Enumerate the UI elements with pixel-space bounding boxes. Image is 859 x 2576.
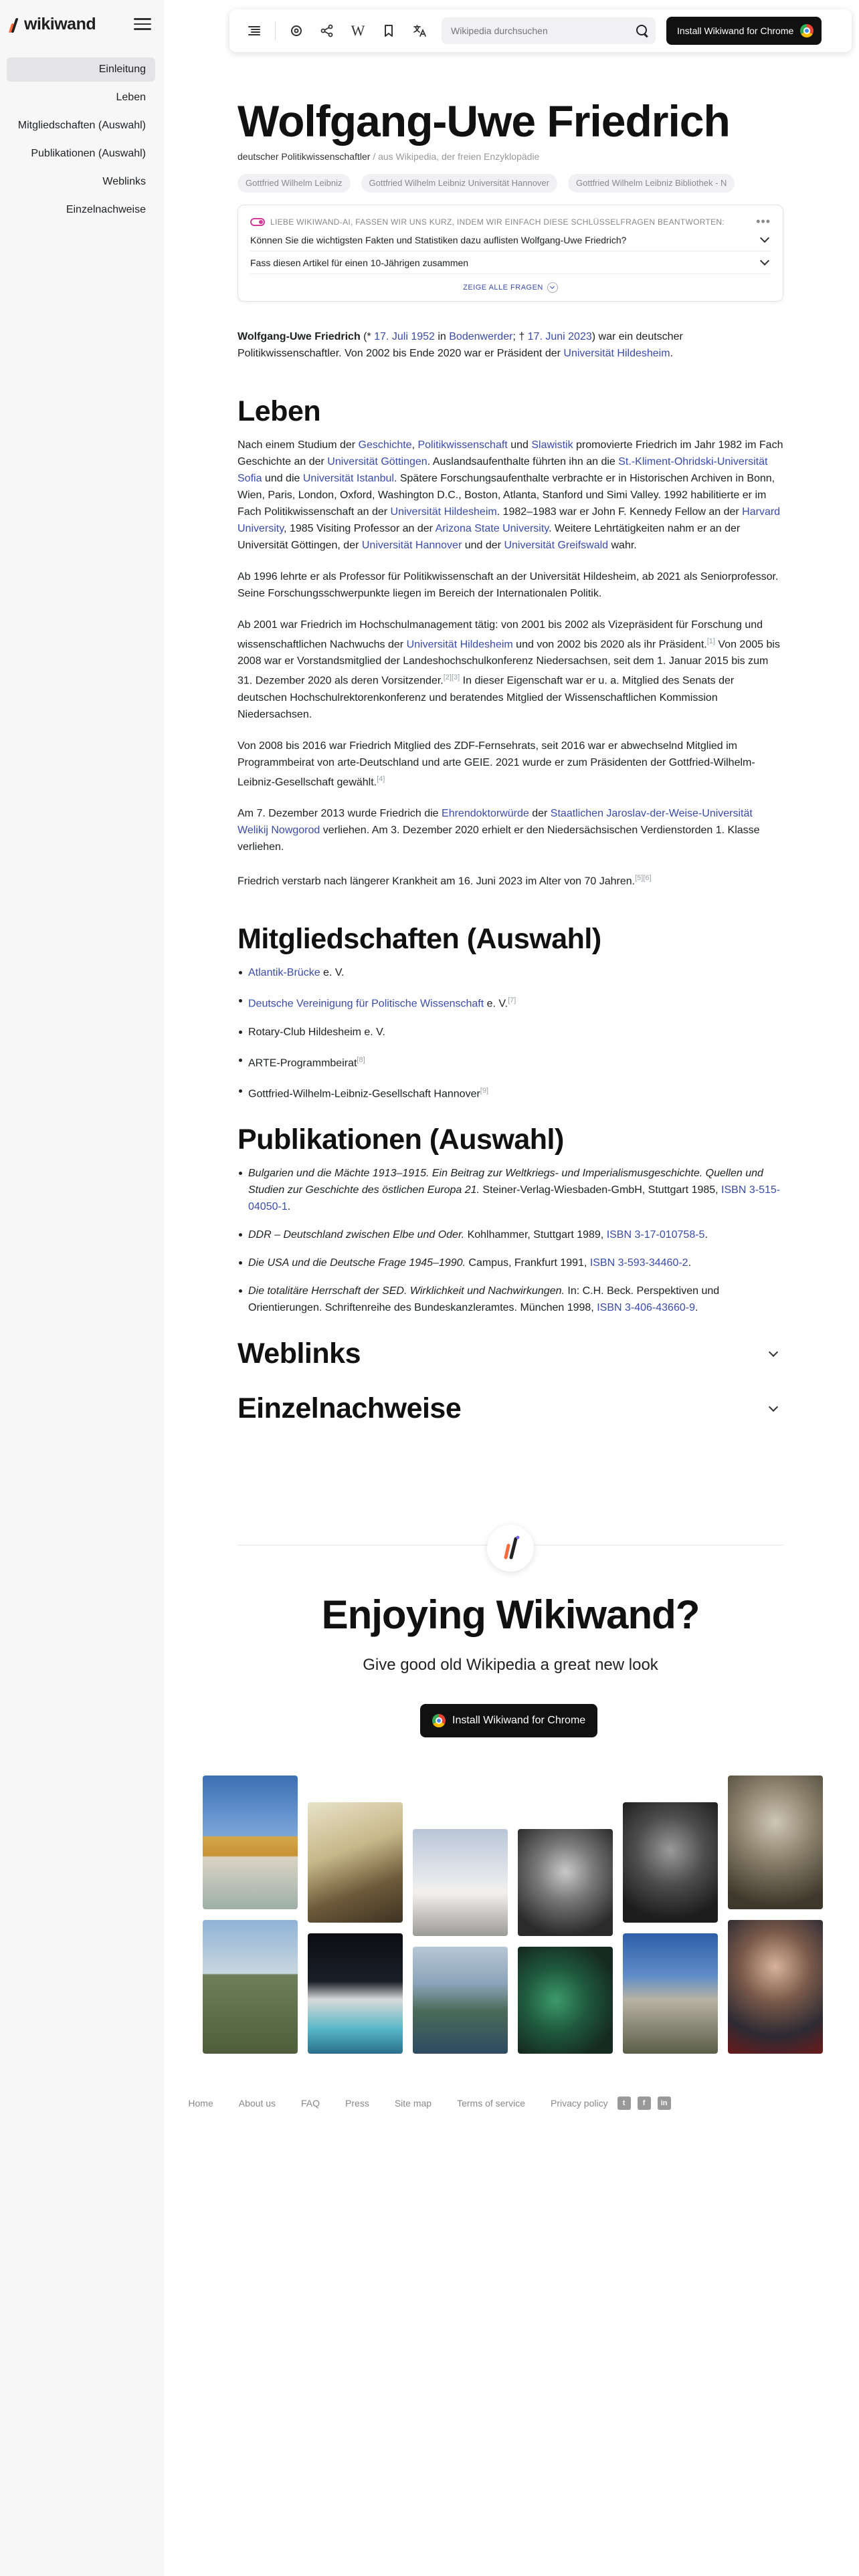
chevron-down-icon	[760, 233, 769, 243]
tag-chip[interactable]: Gottfried Wilhelm Leibniz Bibliothek - N	[568, 174, 735, 193]
publication-title: Die totalitäre Herrschaft der SED. Wirklichkeit und Nachwirkungen.	[248, 1285, 565, 1297]
coastline-photo[interactable]	[413, 1947, 508, 2054]
painting-photo[interactable]	[308, 1802, 403, 1923]
footer-link-press[interactable]: Press	[345, 2098, 369, 2109]
leben-paragraph	[237, 617, 783, 723]
list-item	[237, 992, 783, 1012]
chrome-icon	[800, 24, 814, 37]
promo-section	[237, 1525, 783, 1726]
text-run: Am 7. Dezember 2013 wurde Friedrich die	[237, 807, 442, 819]
photo-gallery	[203, 1776, 821, 2056]
text-run: e. V.	[320, 967, 345, 979]
inline-link[interactable]: Arizona State University	[435, 523, 549, 534]
brand-name: wikiwand	[24, 14, 96, 33]
footer-link-privacy[interactable]: Privacy policy	[551, 2098, 608, 2109]
footnote-ref[interactable]: [2][3]	[443, 673, 460, 682]
facebook-icon[interactable]: f	[638, 2097, 651, 2110]
text-run: Von 2005 bis 2008 war er Vorstandsmitglied der Landeshochschulkonferenz Niedersachsen, seit dem 1. Januar 2015 bis zum 31. Dezember 2020 als deren Vorsitzender.	[237, 639, 780, 687]
ai-questions-box	[237, 205, 783, 302]
section-heading-weblinks: Weblinks	[237, 1337, 361, 1370]
text-run: Kohlhammer, Stuttgart 1989,	[464, 1229, 607, 1241]
ai-header-text: LIEBE WIKIWAND-AI, FASSEN WIR UNS KURZ, INDEM WIR EINFACH DIESE SCHLÜSSELFRAGEN BEANTWORTEN:	[270, 217, 725, 227]
inline-link[interactable]: Deutsche Vereinigung für Politische Wissenschaft	[248, 998, 484, 1010]
text-run: . 1982–1983 war er John F. Kennedy Fellow an der	[496, 506, 743, 518]
inline-link[interactable]: ISBN 3-515-04050-1	[248, 1184, 781, 1213]
chevron-down-icon	[760, 256, 769, 265]
install-chrome-button[interactable]	[420, 1704, 597, 1737]
inline-link[interactable]: Politikwissenschaft	[417, 439, 508, 451]
chevron-down-icon	[769, 1402, 778, 1412]
mount-rushmore-photo[interactable]	[623, 1933, 718, 2054]
ai-question-text: Können Sie die wichtigsten Fakten und Statistiken dazu auflisten Wolfgang-Uwe Friedrich?	[250, 234, 627, 245]
inline-link[interactable]: Universität Istanbul	[302, 473, 394, 484]
list-item	[237, 1024, 783, 1041]
toc-item-publikationen[interactable]: Publikationen (Auswahl)	[31, 148, 146, 159]
ai-question[interactable]	[250, 251, 771, 274]
einstein-portrait-photo[interactable]	[728, 1776, 823, 1909]
inline-link[interactable]: ISBN 3-17-010758-5	[606, 1229, 705, 1241]
membership-list	[237, 964, 783, 1102]
intro-text: ) war ein deutscher Politikwissenschaftler. Von 2002 bis Ende 2020 war er Präsident der	[237, 331, 683, 359]
install-chrome-button[interactable]	[666, 17, 822, 45]
chevron-down-icon	[547, 282, 558, 293]
section-heading-mitgliedschaften: Mitgliedschaften (Auswahl)	[237, 923, 601, 956]
inline-link[interactable]: Harvard University	[237, 506, 781, 534]
text-run: und die	[262, 473, 303, 484]
text-run: Nach einem Studium der	[237, 439, 359, 451]
toc-item-weblinks[interactable]: Weblinks	[102, 176, 146, 187]
text-run: promovierte Friedrich im Jahr 1982 im Fach Geschichte an der	[237, 439, 783, 467]
ai-questions-header	[250, 215, 771, 229]
show-all-label: ZEIGE ALLE FRAGEN	[463, 284, 543, 292]
inline-link[interactable]: ISBN 3-406-43660-9	[597, 1302, 695, 1314]
portrait-bw-photo[interactable]	[518, 1829, 613, 1936]
footnote-ref[interactable]: [7]	[508, 996, 516, 1005]
reagan-portrait-photo[interactable]	[728, 1920, 823, 2054]
text-run: In: C.H. Beck. Perspektiven und Orientierungen. Schriftenreihe des Bundeskanzleramtes. München 1998,	[248, 1285, 720, 1314]
promo-title: Enjoying Wikiwand?	[321, 1592, 700, 1637]
birth-date-link[interactable]: 17. Juli 1952	[374, 331, 435, 342]
section-heading-einzelnachweise: Einzelnachweise	[237, 1392, 462, 1425]
wikiwand-logo[interactable]	[9, 12, 96, 36]
intro-text: .	[670, 348, 674, 359]
translate-icon[interactable]	[404, 15, 435, 46]
text-run: Ab 1996 lehrte er als Professor für Politikwissenschaft an der Universität Hildesheim, ab 2021 als Seniorprofessor. Seine Forschungsschwerpunkte liegen im Bereich der Internationalen Politik.	[237, 571, 779, 599]
death-date-link[interactable]: 17. Juni 2023	[527, 331, 592, 342]
text-run: , 1985 Visiting Professor an der	[284, 523, 436, 534]
list-item	[237, 1165, 783, 1215]
text-run: Ab 2001 war Friedrich im Hochschulmanagement tätig: von 2001 bis 2002 als Vizepräsident für Forschung und wissenschaftlichen Nachwuchs der	[237, 619, 763, 651]
show-all-questions-button[interactable]	[250, 282, 771, 293]
hamburger-menu-icon[interactable]	[134, 15, 151, 32]
inline-link[interactable]: Slawistik	[531, 439, 573, 451]
social-links	[617, 2097, 671, 2110]
text-run: . Spätere Forschungsaufenthalte verbrachte er in Historischen Archiven in Bonn, Wien, Paris, London, Oxford, Washington D.C., Boston, Atlanta, Stanford und Simi Valley. 1992 habilitierte er im Fach Politikwissenschaft an der	[237, 473, 775, 518]
leben-paragraph	[237, 870, 783, 889]
footer-link-terms[interactable]: Terms of service	[457, 2098, 525, 2109]
text-run: und	[507, 439, 532, 451]
text-run: Gottfried-Wilhelm-Leibniz-Gesellschaft Hannover	[248, 1088, 480, 1100]
section-einzelnachweise[interactable]	[237, 1390, 783, 1427]
mlk-portrait-photo[interactable]	[623, 1802, 718, 1923]
sidebar	[0, 0, 164, 2576]
text-run: und von 2002 bis 2020 als ihr Präsident.	[512, 639, 707, 651]
ai-icon	[250, 218, 265, 226]
text-run: verliehen. Am 3. Dezember 2020 erhielt er den Niedersächsischen Verdienstorden 1. Klasse verliehen.	[237, 824, 760, 853]
footer-link-sitemap[interactable]: Site map	[394, 2098, 432, 2109]
list-item	[237, 1283, 783, 1316]
inline-link[interactable]: Universität Hildesheim	[390, 506, 497, 518]
leben-paragraph	[237, 805, 783, 855]
wikipedia-icon[interactable]: W	[351, 22, 365, 39]
footer-link-about[interactable]: About us	[238, 2098, 276, 2109]
chrome-icon	[432, 1714, 446, 1727]
list-item	[237, 1226, 783, 1243]
settings-icon[interactable]	[281, 15, 312, 46]
install-label: Install Wikiwand for Chrome	[452, 1715, 586, 1726]
search-icon[interactable]	[636, 24, 649, 37]
text-run: Campus, Frankfurt 1991,	[465, 1257, 590, 1269]
intro-name: Wolfgang-Uwe Friedrich	[237, 331, 361, 342]
taj-mahal-photo[interactable]	[413, 1829, 508, 1936]
linkedin-icon[interactable]: in	[658, 2097, 671, 2110]
intro-text: ; †	[512, 331, 528, 342]
inline-link[interactable]: Universität Greifswald	[504, 540, 609, 551]
astronaut-photo[interactable]	[308, 1933, 403, 2054]
footnote-ref[interactable]: [8]	[357, 1055, 365, 1064]
tag-chip[interactable]: Gottfried Wilhelm Leibniz	[237, 174, 351, 193]
text-run: Steiner-Verlag-Wiesbaden-GmbH, Stuttgart 1985,	[479, 1184, 722, 1196]
inline-link[interactable]: St.-Kliment-Ohridski-Universität Sofia	[237, 456, 768, 484]
inline-link[interactable]: ISBN 3-593-34460-2	[589, 1257, 688, 1269]
text-run: .	[287, 1201, 291, 1213]
text-run: . Weitere Lehrtätigkeiten nahm er an der Universität Göttingen, der	[237, 523, 741, 551]
text-run: .	[704, 1229, 708, 1241]
text-run: Friedrich verstarb nach längerer Krankheit am 16. Juni 2023 im Alter von 70 Jahren.	[237, 875, 636, 887]
page-subtitle: deutscher Politikwissenschaftler / aus Wikipedia, der freien Enzyklopädie	[237, 151, 540, 162]
search-input[interactable]	[451, 25, 636, 36]
text-run: ARTE-Programmbeirat	[248, 1057, 357, 1069]
footnote-ref[interactable]: [1]	[706, 637, 715, 645]
source-note: aus Wikipedia, der freien Enzyklopädie	[378, 151, 540, 162]
toolbar-divider	[275, 21, 276, 40]
footnote-ref[interactable]: [9]	[480, 1086, 489, 1095]
text-run: und der	[462, 540, 504, 551]
inline-link[interactable]: Universität Hildesheim	[406, 639, 513, 651]
chevron-down-icon	[769, 1348, 778, 1357]
text-run: .	[688, 1257, 692, 1269]
toc-item-mitgliedschaften[interactable]: Mitgliedschaften (Auswahl)	[17, 120, 146, 131]
wikiwand-logo-icon	[9, 14, 19, 34]
list-item	[237, 1083, 783, 1102]
tag-chip[interactable]: Gottfried Wilhelm Leibniz Universität Hannover	[361, 174, 558, 193]
university-link[interactable]: Universität Hildesheim	[563, 348, 670, 359]
section-heading-publikationen: Publikationen (Auswahl)	[237, 1123, 564, 1156]
inline-link[interactable]: Atlantik-Brücke	[248, 967, 320, 979]
footnote-ref[interactable]: [5][6]	[635, 873, 652, 882]
inline-link[interactable]: Geschichte	[358, 439, 412, 451]
leben-paragraph	[237, 437, 783, 554]
inline-link[interactable]: Staatlichen Jaroslav-der-Weise-Universität Welikij Nowgorod	[237, 807, 753, 836]
wikiwand-app-icon	[487, 1525, 534, 1572]
top-toolbar	[229, 9, 852, 52]
share-icon[interactable]	[312, 15, 343, 46]
ai-question[interactable]	[250, 229, 771, 251]
footnote-ref[interactable]: [4]	[377, 774, 385, 783]
list-item	[237, 964, 783, 981]
inline-link[interactable]: Ehrendoktorwürde	[442, 807, 529, 819]
inline-link[interactable]: Universität Hannover	[361, 540, 462, 551]
intro-text: (*	[360, 331, 375, 342]
section-weblinks[interactable]	[237, 1335, 783, 1372]
text-run: Von 2008 bis 2016 war Friedrich Mitglied des ZDF-Fernsehrats, seit 2016 war er abwechselnd Mitglied im Programmbeirat von arte-Deutschland und arte GEIE. 2021 wurde er zum Präsidenten der Gottfried-Wilhelm-Leibniz-Gesellschaft gewählt.	[237, 740, 755, 788]
text-run: . Auslandsaufenthalte führten ihn an die	[427, 456, 619, 467]
dome-of-the-rock-photo[interactable]	[203, 1776, 298, 1909]
intro-paragraph	[237, 328, 783, 362]
promo-subtitle: Give good old Wikipedia a great new look	[363, 1656, 658, 1674]
footer-link-home[interactable]: Home	[188, 2098, 213, 2109]
text-run: In dieser Eigenschaft war er u. a. Mitglied des Senats der deutschen Hochschulrektorenkonferenz und beratendes Mitglied der Wissenschaftlichen Kommission Niedersachsen.	[237, 675, 735, 720]
toc-item-leben[interactable]: Leben	[116, 92, 146, 103]
text-run: der	[529, 807, 551, 819]
publication-list	[237, 1165, 783, 1316]
list-item	[237, 1052, 783, 1071]
intro-text: in	[434, 331, 450, 342]
publication-title: DDR – Deutschland zwischen Elbe und Oder.	[248, 1229, 465, 1241]
text-run: wahr.	[608, 540, 637, 551]
table-of-contents	[7, 58, 155, 226]
ai-question-text: Fass diesen Artikel für einen 10-Jährigen zusammen	[250, 257, 469, 268]
inline-link[interactable]: Universität Göttingen	[327, 456, 427, 467]
toc-item-einzelnachweise[interactable]: Einzelnachweise	[66, 204, 146, 215]
toc-icon[interactable]	[239, 15, 270, 46]
twitter-icon[interactable]: t	[617, 2097, 631, 2110]
bookmark-icon[interactable]	[373, 15, 404, 46]
list-item	[237, 1255, 783, 1271]
text-run: Rotary-Club Hildesheim e. V.	[248, 1026, 385, 1038]
publication-title: Die USA und die Deutsche Frage 1945–1990.	[248, 1257, 466, 1269]
text-run: ,	[411, 439, 418, 451]
leben-paragraph	[237, 568, 783, 602]
install-label: Install Wikiwand for Chrome	[677, 25, 794, 36]
footer-link-faq[interactable]: FAQ	[301, 2098, 320, 2109]
text-run: e. V.	[484, 998, 508, 1010]
leben-paragraph	[237, 738, 783, 790]
more-options-icon[interactable]: •••	[756, 215, 771, 228]
article	[237, 94, 783, 1427]
search-bar[interactable]	[442, 17, 656, 44]
section-heading-leben: Leben	[237, 395, 321, 427]
text-run: .	[694, 1302, 698, 1314]
short-description: deutscher Politikwissenschaftler	[237, 151, 371, 162]
birth-place-link[interactable]: Bodenwerder	[449, 331, 513, 342]
page-title: Wolfgang-Uwe Friedrich	[237, 96, 730, 146]
statue-photo[interactable]	[203, 1920, 298, 2054]
footer	[0, 2097, 859, 2110]
mineral-photo[interactable]	[518, 1947, 613, 2054]
toc-item-einleitung[interactable]: Einleitung	[7, 58, 155, 82]
related-tags	[237, 174, 783, 193]
publication-title: Bulgarien und die Mächte 1913–1915. Ein Beitrag zur Weltkriegs- und Imperialismusgeschichte. Quellen und Studien zur Geschichte des östlichen Europa 21.	[248, 1168, 763, 1196]
